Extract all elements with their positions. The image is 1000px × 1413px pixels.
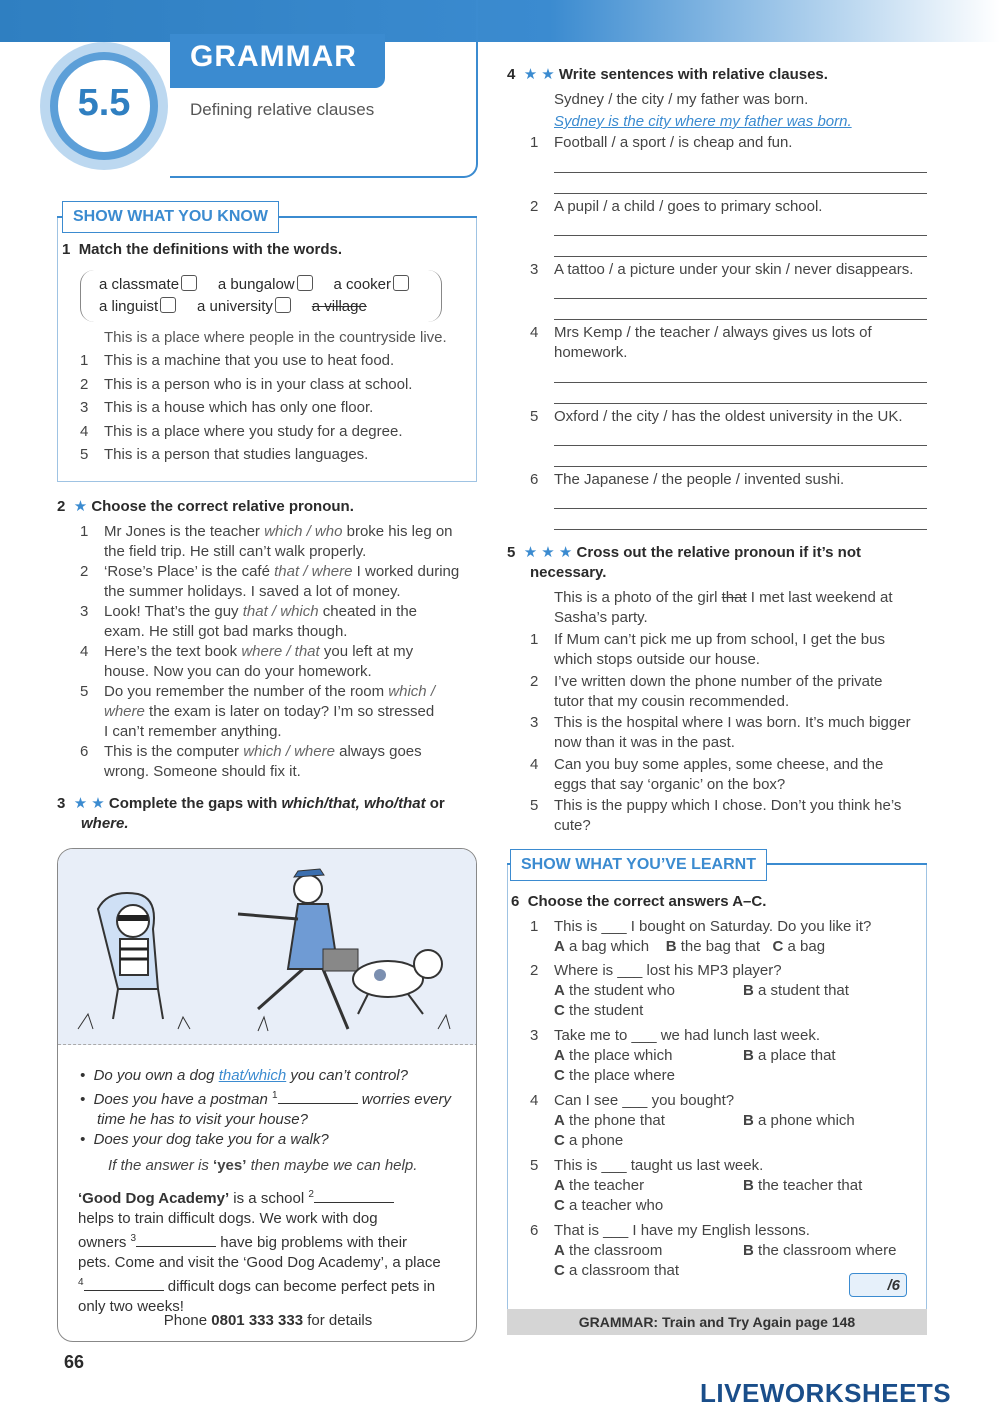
option-b[interactable]: the bag that xyxy=(680,938,760,955)
cartoon-illustration xyxy=(58,849,477,1045)
option-b[interactable]: a phone which xyxy=(758,1112,855,1129)
option-b[interactable]: the teacher that xyxy=(758,1177,863,1194)
ex5-example: This is a photo of the girl that I met last weekend at Sasha’s party. xyxy=(554,589,893,626)
option-a[interactable]: the student who xyxy=(569,982,675,999)
answer-line[interactable] xyxy=(554,235,927,236)
ex6-item: 4 Can I see ___ you bought? A the phone that B a phone which C a phone xyxy=(530,1092,855,1149)
gap-4[interactable] xyxy=(84,1290,164,1291)
section-title: GRAMMAR xyxy=(170,34,385,88)
option-a[interactable]: a bag which xyxy=(569,938,650,955)
answer-line[interactable] xyxy=(554,298,927,299)
gap-3[interactable] xyxy=(136,1246,216,1247)
ex6-item: 1 This is ___ I bought on Saturday. Do you like it? A a bag which B the bag that C a bag xyxy=(530,918,872,955)
ex5-items: 1 If Mum can’t pick me up from school, I get the bus which stops outside our house. 2 I’ve written down the phone number of the private tutor that my cousin recommended. 3 This is the hospital where I was born. It’s much bigger now than it was in the past. 4 Can you buy some apples, some cheese, and the eggs that say ‘organic’ on the box? 5 This is the puppy which I chose. Don’t you think he’s cute? xyxy=(530,631,911,835)
lesson-subtitle: Defining relative clauses xyxy=(190,100,375,119)
ex2-heading: 2 ★ Choose the correct relative pronoun. xyxy=(57,498,354,515)
ex5-heading: 5 ★ ★ ★ Cross out the relative pronoun if it’s not necessary. xyxy=(507,544,862,581)
word-bank-row1: a classmate a bungalow a cooker xyxy=(99,275,409,295)
brand-logo: LIVEWORKSHEETS xyxy=(700,1378,952,1408)
ex6-item: 6 That is ___ I have my English lessons. A the classroom B the classroom where C a classroom that xyxy=(530,1222,897,1279)
ex6-items xyxy=(530,917,920,1286)
ex6-item: 2 Where is ___ lost his MP3 player? A the student who B a student that C the student xyxy=(530,962,849,1019)
score-box: /6 xyxy=(849,1273,907,1297)
ad-phone: Phone 0801 333 333 for details xyxy=(163,1312,373,1329)
ex4-item-5: 5 Oxford / the city / has the oldest university in the UK. xyxy=(530,408,903,425)
know-tab: SHOW WHAT YOU KNOW xyxy=(62,201,279,233)
option-a[interactable]: the phone that xyxy=(569,1112,665,1129)
ex3-heading: 3 ★ ★ Complete the gaps with which/that, who/that or where. xyxy=(57,795,445,832)
ad-body: ‘Good Dog Academy’ is a school $^2$ helps to train difficult dogs. We work with dog owners $^3$ have big problems with their pets. Come and visit the ‘Good Dog Academy’, a place $^4$ difficult dogs can become perfect pets in only two weeks! xyxy=(78,1189,441,1315)
ex4-item-6: 6 The Japanese / the people / invented sushi. xyxy=(530,471,845,488)
learnt-tab: SHOW WHAT YOU’VE LEARNT xyxy=(510,849,767,881)
option-c[interactable]: a bag xyxy=(787,938,826,955)
option-b[interactable]: a student that xyxy=(758,982,849,999)
ad-questions: • Do you own a dog that/which you can’t control? • Does you have a postman $^1$ worries every time he has to visit your house? • Does your dog take you for a walk? xyxy=(80,1067,451,1148)
dog-academy-ad xyxy=(57,848,477,1342)
checkbox-university[interactable] xyxy=(275,297,291,313)
option-a[interactable]: the classroom xyxy=(569,1242,663,1259)
answer-line[interactable] xyxy=(554,382,927,383)
ex4-example-answer: Sydney is the city where my father was born. xyxy=(554,113,852,130)
option-a[interactable]: the place which xyxy=(569,1047,673,1064)
answer-line[interactable] xyxy=(554,466,927,467)
page-number: 66 xyxy=(64,1352,85,1372)
option-b[interactable]: the classroom where xyxy=(758,1242,897,1259)
unit-number: 5.5 xyxy=(77,82,131,124)
word-bank-row2: a linguist a university a village xyxy=(99,298,367,315)
ex6-item: 3 Take me to ___ we had lunch last week. A the place which B a place that C the place where xyxy=(530,1027,836,1084)
answer-line[interactable] xyxy=(554,256,927,257)
ex4-item-3: 3 A tattoo / a picture under your skin / never disappears. xyxy=(530,261,914,278)
option-c[interactable]: the place where xyxy=(569,1067,675,1084)
ex1-items: 1 This is a machine that you use to heat food. 2 This is a person who is in your class at school. 3 This is a house which has only one floor. 4 This is a place where you study for a degree. 5 This is a person that studies languages. xyxy=(80,352,413,463)
answer-line[interactable] xyxy=(554,319,927,320)
answer-line[interactable] xyxy=(554,193,927,194)
ex4-heading: 4 ★ ★ Write sentences with relative clauses. xyxy=(507,66,828,83)
checkbox-classmate[interactable] xyxy=(181,275,197,291)
option-c[interactable]: the student xyxy=(569,1002,644,1019)
ex1-example: This is a place where people in the countryside live. xyxy=(104,329,447,346)
ex4-item-4: 4 Mrs Kemp / the teacher / always gives us lots of homework. xyxy=(530,324,872,361)
answer-line[interactable] xyxy=(554,529,927,530)
ex1-heading: 1 Match the definitions with the words. xyxy=(62,241,343,258)
ex6-heading: 6 Choose the correct answers A–C. xyxy=(511,893,767,910)
answer-line[interactable] xyxy=(554,403,927,404)
ex2-items: 1 Mr Jones is the teacher which / who broke his leg on the field trip. He still can’t walk properly. 2 ‘Rose’s Place’ is the café that / where I worked during the summer holidays. I saved a lot of money. 3 Look! That’s the guy that / which cheated in the exam. He still got bad marks though. 4 Here’s the text book where / that you left at my house. Now you can do your homework. 5 Do you remember the number of the room which / where the exam is later on today? I’m so stressed I can’t remember anything. 6 This is the computer which / where always goes wrong. Someone should fix it. xyxy=(80,523,460,780)
gap-1[interactable] xyxy=(278,1103,358,1104)
checkbox-bungalow[interactable] xyxy=(297,275,313,291)
option-a[interactable]: the teacher xyxy=(569,1177,645,1194)
ex4-example-prompt: Sydney / the city / my father was born. xyxy=(554,91,809,108)
option-c[interactable]: a classroom that xyxy=(569,1262,680,1279)
title-frame xyxy=(170,0,478,178)
answer-line[interactable] xyxy=(554,172,927,173)
ad-yes-line: If the answer is ‘yes’ then maybe we can help. xyxy=(108,1157,418,1174)
example-answer: that/which xyxy=(218,1067,287,1084)
option-c[interactable]: a phone xyxy=(569,1132,624,1149)
train-try-again-ref: GRAMMAR: Train and Try Again page 148 xyxy=(507,1309,927,1335)
answer-line[interactable] xyxy=(554,508,927,509)
option-c[interactable]: a teacher who xyxy=(569,1197,664,1214)
gap-2[interactable] xyxy=(314,1202,394,1203)
option-b[interactable]: a place that xyxy=(758,1047,836,1064)
checkbox-linguist[interactable] xyxy=(160,297,176,313)
answer-line[interactable] xyxy=(554,445,927,446)
ex6-item: 5 This is ___ taught us last week. A the teacher B the teacher that C a teacher who xyxy=(530,1157,863,1214)
checkbox-cooker[interactable] xyxy=(393,275,409,291)
header-bar xyxy=(0,0,1000,42)
ex4-item-2: 2 A pupil / a child / goes to primary school. xyxy=(530,198,823,215)
ex4-item-1: 1 Football / a sport / is cheap and fun. xyxy=(530,134,793,151)
